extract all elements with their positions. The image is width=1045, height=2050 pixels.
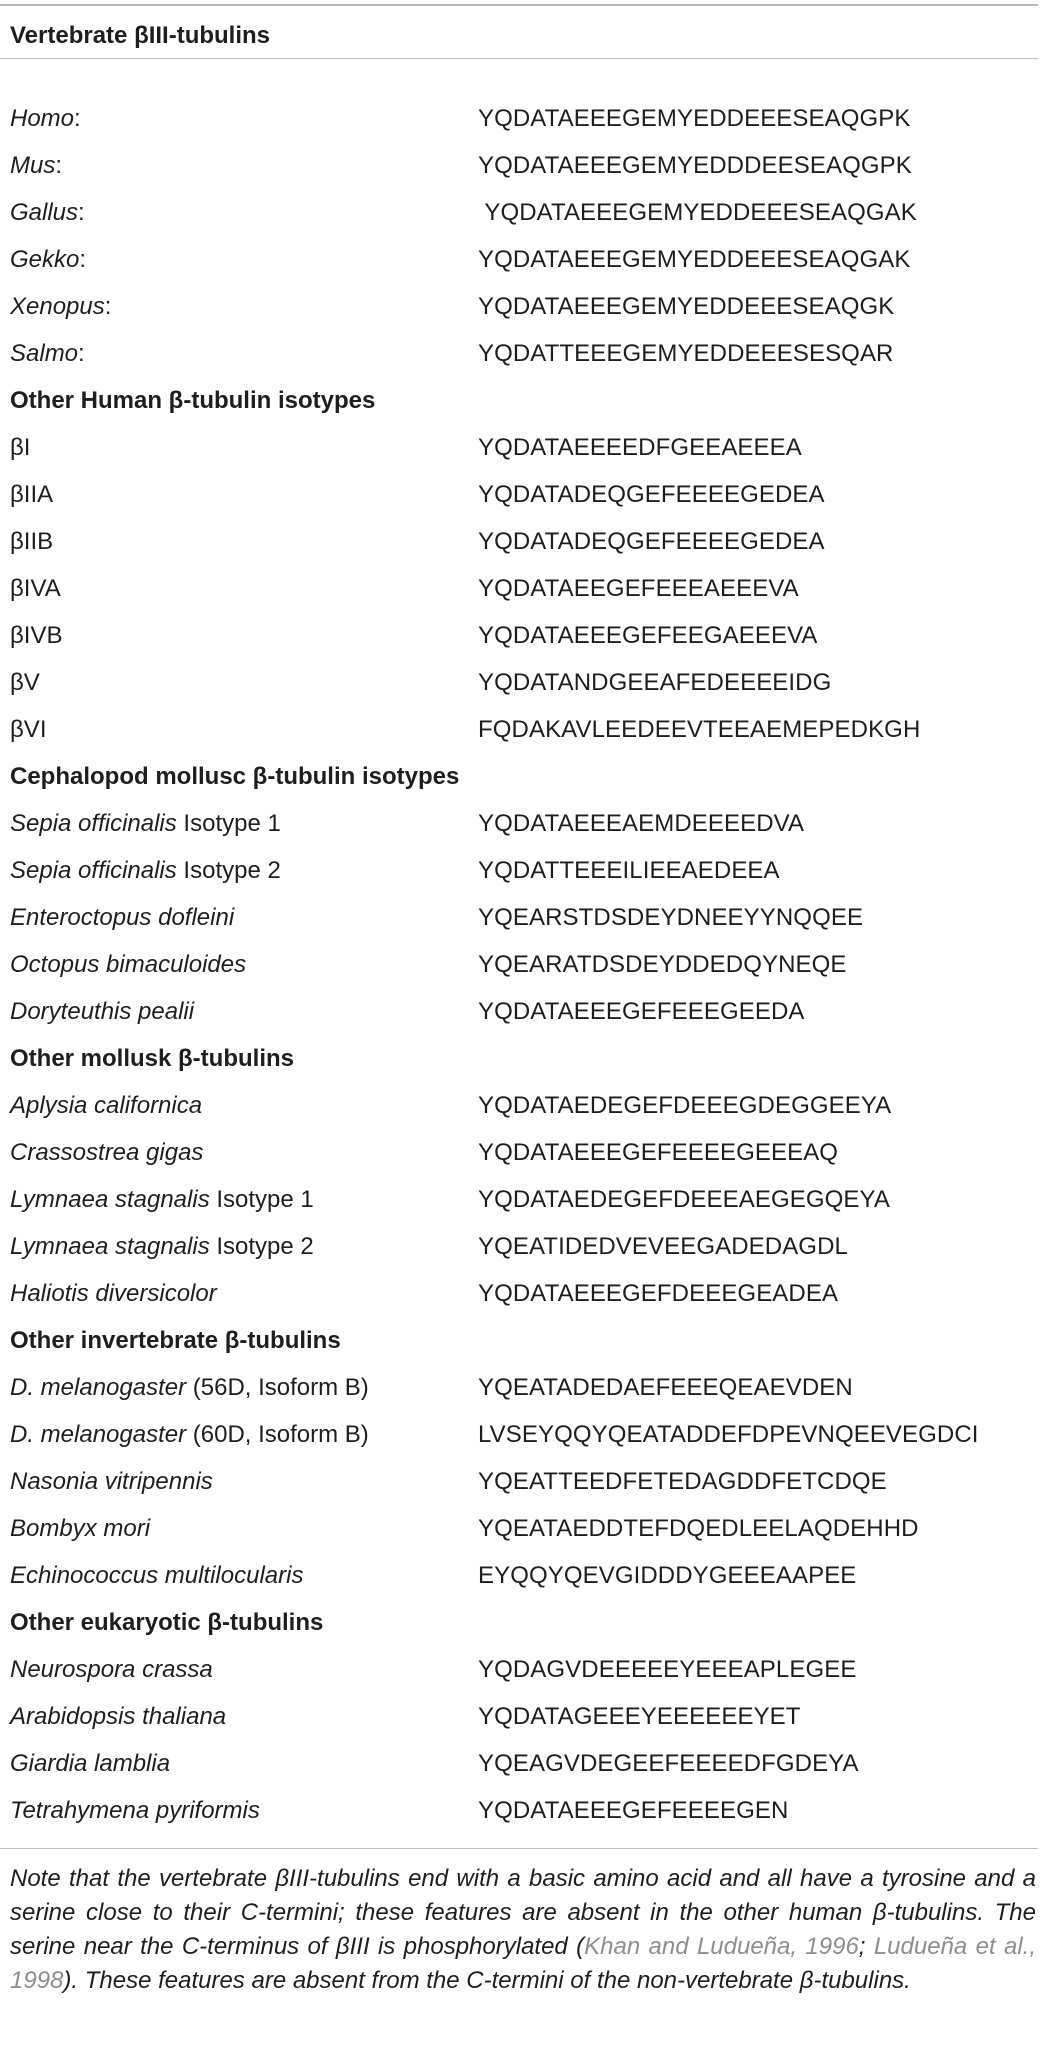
table-row: [0, 847, 1045, 894]
species-name-suffix: βIIB: [10, 528, 54, 555]
header-rule: [0, 58, 1038, 59]
species-name-suffix: βIVA: [10, 575, 61, 602]
table-row: [0, 1364, 1045, 1411]
citation-link-khan[interactable]: Khan and Ludueña, 1996: [584, 1933, 859, 1960]
table-row: [0, 941, 1045, 988]
table-title: Vertebrate βIII-tubulins: [10, 22, 271, 49]
species-name: [10, 800, 281, 847]
species-name-suffix: βIIA: [10, 481, 54, 508]
species-name-suffix: :: [78, 340, 85, 367]
species-name-italic: Enteroctopus dofleini: [10, 904, 235, 931]
sequence-cell: YQDATAEEEGEMYEDDEEESEAQGAK: [478, 199, 917, 226]
sequence-cell: YQDATAEEEGEMYEDDDEESEAQGPK: [478, 152, 912, 179]
species-name-suffix: βV: [10, 669, 40, 696]
species-name-italic: D. melanogaster: [10, 1374, 187, 1401]
table-row: [0, 1270, 1045, 1317]
species-name-italic: Aplysia californica: [10, 1092, 203, 1119]
table-row: [0, 330, 1045, 377]
top-rule: [0, 4, 1038, 6]
table-row: [0, 1552, 1045, 1599]
species-name: [10, 659, 40, 706]
table-row: [0, 1411, 1045, 1458]
species-name-italic: Gallus: [10, 199, 79, 226]
sequence-cell: YQDATAEEEGEMYEDDEEESEAQGAK: [478, 246, 911, 273]
sequence-cell: YQEAGVDEGEEFEEEEDFGDEYA: [478, 1750, 859, 1777]
species-name-italic: Mus: [10, 152, 56, 179]
table-row: [0, 612, 1045, 659]
table-row: [0, 236, 1045, 283]
sequence-cell: YQDATAEEEGEMYEDDEEESEAQGK: [478, 293, 895, 320]
species-name: [10, 95, 81, 142]
species-name-suffix: :: [74, 105, 81, 132]
sequence-cell: YQDATANDGEEAFEDEEEEIDG: [478, 669, 832, 696]
table-row: [0, 894, 1045, 941]
sequence-cell: YQDATAEEEGEFEEGAEEEVA: [478, 622, 818, 649]
species-name: [10, 894, 234, 941]
section-header-row: [0, 1599, 1045, 1646]
species-name-italic: Tetrahymena pyriformis: [10, 1797, 260, 1824]
table-row: [0, 1740, 1045, 1787]
sequence-cell: YQDATTEEEILIEEAEDEEA: [478, 857, 780, 884]
species-name: [10, 283, 111, 330]
species-name: [10, 1458, 213, 1505]
note-separator: ;: [858, 1933, 874, 1960]
species-name: [10, 424, 30, 471]
table-row: [0, 1787, 1045, 1834]
species-name-italic: Salmo: [10, 340, 79, 367]
species-name-italic: Doryteuthis pealii: [10, 998, 195, 1025]
table-row: [0, 1082, 1045, 1129]
table-row: [0, 706, 1045, 753]
section-header-row: [0, 753, 1045, 800]
species-name-italic: Giardia lamblia: [10, 1750, 171, 1777]
section-header: Other invertebrate β-tubulins: [10, 1327, 341, 1354]
species-name: [10, 1693, 226, 1740]
species-name-suffix: Isotype 1: [176, 810, 281, 837]
species-name: [10, 612, 63, 659]
table-row: [0, 1129, 1045, 1176]
table-row: [0, 1693, 1045, 1740]
species-name-italic: Gekko: [10, 246, 80, 273]
table-footnote: [10, 1862, 1036, 1998]
species-name-italic: Arabidopsis thaliana: [10, 1703, 227, 1730]
species-name: [10, 1552, 303, 1599]
table-row: [0, 1223, 1045, 1270]
species-name: [10, 236, 86, 283]
sequence-cell: YQDATTEEEGEMYEDDEEESESQAR: [478, 340, 894, 367]
species-name-suffix: Isotype 2: [176, 857, 281, 884]
species-name-italic: Lymnaea stagnalis: [10, 1186, 210, 1213]
species-name: [10, 1223, 314, 1270]
section-header: Other Human β-tubulin isotypes: [10, 387, 376, 414]
section-header: Other eukaryotic β-tubulins: [10, 1609, 324, 1636]
table-row: [0, 659, 1045, 706]
note-text-2: ). These features are absent from the C-termini of the non-vertebrate β-tubulins.: [63, 1967, 911, 1994]
table-row: [0, 1176, 1045, 1223]
species-name: [10, 142, 62, 189]
section-header-row: [0, 1317, 1045, 1364]
sequence-cell: YQDATAEDEGEFDEEEGDEGGEEYA: [478, 1092, 892, 1119]
species-name-italic: Sepia officinalis: [10, 857, 177, 884]
sequence-cell: YQDATAEEEGEFDEEEGEADEA: [478, 1280, 839, 1307]
section-header-row: [0, 377, 1045, 424]
species-name-suffix: :: [104, 293, 112, 320]
table-row: [0, 283, 1045, 330]
species-name: [10, 1646, 213, 1693]
sequence-cell: YQDATAEDEGEFDEEEAEGEGQEYA: [478, 1186, 890, 1213]
bottom-rule: [0, 1848, 1038, 1849]
species-name: [10, 1176, 314, 1223]
species-name-italic: Crassostrea gigas: [10, 1139, 204, 1166]
table-row: [0, 95, 1045, 142]
species-name-suffix: βIVB: [10, 622, 63, 649]
sequence-cell: YQEARATDSDEYDDEDQYNEQE: [478, 951, 847, 978]
species-name-italic: D. melanogaster: [10, 1421, 187, 1448]
species-name: [10, 189, 85, 236]
species-name: [10, 471, 53, 518]
species-name-italic: Homo: [10, 105, 75, 132]
species-name-italic: Haliotis diversicolor: [10, 1280, 217, 1307]
sequence-cell: YQDATAEEEGEMYEDDEEESEAQGPK: [478, 105, 911, 132]
species-name: [10, 1082, 202, 1129]
species-name-suffix: :: [78, 199, 85, 226]
species-name-suffix: (56D, Isoform B): [186, 1374, 369, 1401]
species-name: [10, 1270, 217, 1317]
table-row: [0, 1646, 1045, 1693]
table-row: [0, 1458, 1045, 1505]
table-row: [0, 471, 1045, 518]
section-header: Other mollusk β-tubulins: [10, 1045, 294, 1072]
sequence-cell: YQDATAEEEEDFGEEAEEEA: [478, 434, 802, 461]
section-header: Cephalopod mollusc β-tubulin isotypes: [10, 763, 460, 790]
species-name: [10, 330, 85, 377]
sequence-cell: YQEATTEEDFETEDAGDDFETCDQE: [478, 1468, 887, 1495]
species-name-italic: Bombyx mori: [10, 1515, 151, 1542]
table-row: [0, 565, 1045, 612]
species-name-suffix: βI: [10, 434, 31, 461]
section-header-row: [0, 1035, 1045, 1082]
species-name-suffix: βVI: [10, 716, 47, 743]
sequence-cell: YQDATAEEEGEFEEEEGEN: [478, 1797, 789, 1824]
sequence-cell: YQDATADEQGEFEEEEGEDEA: [478, 528, 825, 555]
sequence-cell: YQDATAEEEGEFEEEEGEEEAQ: [478, 1139, 839, 1166]
species-name: [10, 1411, 369, 1458]
table-row: [0, 424, 1045, 471]
species-name: [10, 941, 246, 988]
species-name-italic: Sepia officinalis: [10, 810, 177, 837]
table-row: [0, 800, 1045, 847]
species-name-italic: Echinococcus multilocularis: [10, 1562, 304, 1589]
species-name-italic: Lymnaea stagnalis: [10, 1233, 210, 1260]
species-name: [10, 1364, 369, 1411]
sequence-cell: YQEARSTDSDEYDNEEYYNQQEE: [478, 904, 864, 931]
species-name: [10, 847, 281, 894]
species-name-italic: Xenopus: [10, 293, 105, 320]
species-name: [10, 1129, 203, 1176]
species-name: [10, 518, 53, 565]
table-row: [0, 518, 1045, 565]
species-name: [10, 706, 46, 753]
note-text-1: Note that the vertebrate βIII-tubulins end with a basic amino acid and all have a tyrosine and a serine close to their C-termini; these features are absent in the other human β-tubulins. The serine near the C-terminus of βIII is phosphorylated (: [10, 1865, 1036, 1960]
sequence-cell: YQEATIDEDVEVEEGADEDAGDL: [478, 1233, 848, 1260]
sequence-cell: FQDAKAVLEEDEEVTEEAEMEPEDKGH: [478, 716, 921, 743]
sequence-cell: YQDATAEEEGEFEEEGEEDA: [478, 998, 805, 1025]
table-body: [0, 95, 1045, 1834]
species-name-suffix: :: [55, 152, 63, 179]
citation-link-luduena[interactable]: Ludueña et al., 1998: [10, 1933, 1037, 1994]
species-name: [10, 1505, 150, 1552]
table-row: [0, 189, 1045, 236]
sequence-cell: YQDATAGEEEYEEEEEEYET: [478, 1703, 801, 1730]
species-name-suffix: Isotype 1: [209, 1186, 314, 1213]
species-name-suffix: (60D, Isoform B): [186, 1421, 369, 1448]
sequence-cell: YQDATADEQGEFEEEEGEDEA: [478, 481, 825, 508]
species-name: [10, 1740, 170, 1787]
table-row: [0, 988, 1045, 1035]
sequence-cell: YQEATADEDAEFEEEQEAEVDEN: [478, 1374, 853, 1401]
species-name-italic: Neurospora crassa: [10, 1656, 213, 1683]
species-name-suffix: Isotype 2: [209, 1233, 314, 1260]
sequence-cell: YQDATAEEGEFEEEAEEEVA: [478, 575, 799, 602]
sequence-cell: YQEATAEDDTEFDQEDLEELAQDEHHD: [478, 1515, 919, 1542]
table-row: [0, 142, 1045, 189]
species-name-italic: Octopus bimaculoides: [10, 951, 247, 978]
sequence-cell: LVSEYQQYQEATADDEFDPEVNQEEVEGDCI: [478, 1421, 979, 1448]
sequence-cell: YQDAGVDEEEEEYEEEAPLEGEE: [478, 1656, 857, 1683]
species-name: [10, 565, 61, 612]
sequence-cell: EYQQYQEVGIDDDYGEEEAAPEE: [478, 1562, 857, 1589]
species-name-suffix: :: [79, 246, 87, 273]
species-name-italic: Nasonia vitripennis: [10, 1468, 213, 1495]
species-name: [10, 1787, 260, 1834]
species-name: [10, 988, 194, 1035]
table-row: [0, 1505, 1045, 1552]
sequence-cell: YQDATAEEEAEMDEEEEDVA: [478, 810, 805, 837]
